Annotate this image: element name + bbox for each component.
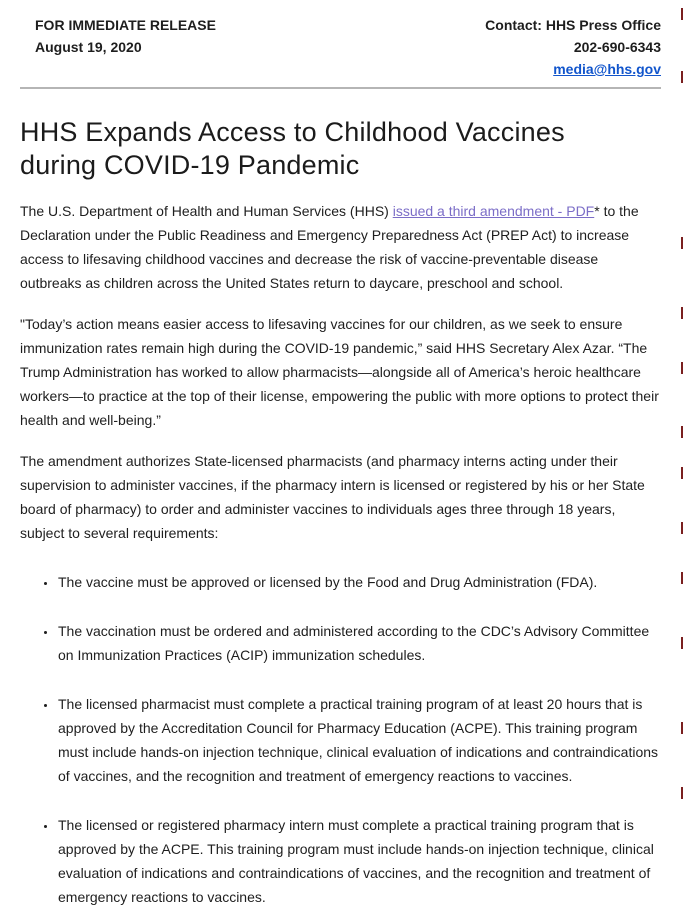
release-status: FOR IMMEDIATE RELEASE xyxy=(35,17,216,33)
list-item: • The vaccination must be ordered and administered according to the CDC’s Advisory Committee on Immunization Practices (ACIP) immunization schedules. xyxy=(57,619,661,667)
requirements-list xyxy=(20,570,661,909)
page-title: HHS Expands Access to Childhood Vaccines during COVID-19 Pandemic xyxy=(20,117,565,180)
list-item: • The vaccine must be approved or licensed by the Food and Drug Administration (FDA). xyxy=(57,570,661,594)
intro-text-before-link: The U.S. Department of Health and Human Services (HHS) xyxy=(20,203,393,219)
list-item: • The licensed pharmacist must complete a practical training program of at least 20 hours that is approved by the Accreditation Council for Pharmacy Education (ACPE). This training program must include hands-on injection technique, clinical evaluation of indications and contraindications of vaccines, and the recognition and treatment of emergency reactions to vaccines. xyxy=(57,692,661,788)
contact-label: Contact: HHS Press Office xyxy=(485,17,661,33)
amendment-pdf-link[interactable]: issued a third amendment - PDF xyxy=(392,203,595,219)
contact-email-link[interactable]: media@hhs.gov xyxy=(553,61,661,77)
masthead-right xyxy=(485,14,661,80)
release-date: August 19, 2020 xyxy=(35,39,142,55)
secretary-quote-paragraph: "Today’s action means easier access to lifesaving vaccines for our children, as we seek to ensure immunization rates remain high during the COVID-19 pandemic,” said HHS Secretary Alex Azar. “The Trump Administration has worked to allow pharmacists—alongside all of America’s heroic healthcare workers—to practice at the top of their license, empowering the public with more options to protect their health and well-being.” xyxy=(20,316,659,428)
amendment-details-paragraph: The amendment authorizes State-licensed pharmacists (and pharmacy interns acting under their supervision to administer vaccines, if the pharmacy intern is licensed or registered by his or her State board of pharmacy) to order and administer vaccines to individuals ages three through 18 years, subject to several requirements: xyxy=(20,453,645,541)
intro-paragraph xyxy=(20,199,661,295)
list-item: • The licensed or registered pharmacy intern must complete a practical training program that is approved by the ACPE. This training program must include hands-on injection technique, clinical evaluation of indications and contraindications of vaccines, and the recognition and treatment of emergency reactions to vaccines. xyxy=(57,813,661,909)
masthead xyxy=(20,14,661,80)
masthead-left xyxy=(20,14,216,80)
header-divider xyxy=(20,87,661,89)
contact-phone: 202-690-6343 xyxy=(573,39,661,55)
intro-text-after-link: * to the Declaration under the Public Readiness and Emergency Preparedness Act (PREP Act) to increase access to lifesaving childhood vaccines and decrease the risk of vaccine-preventable disease outbreaks as children across the United States return to daycare, preschool and school. xyxy=(20,203,639,291)
